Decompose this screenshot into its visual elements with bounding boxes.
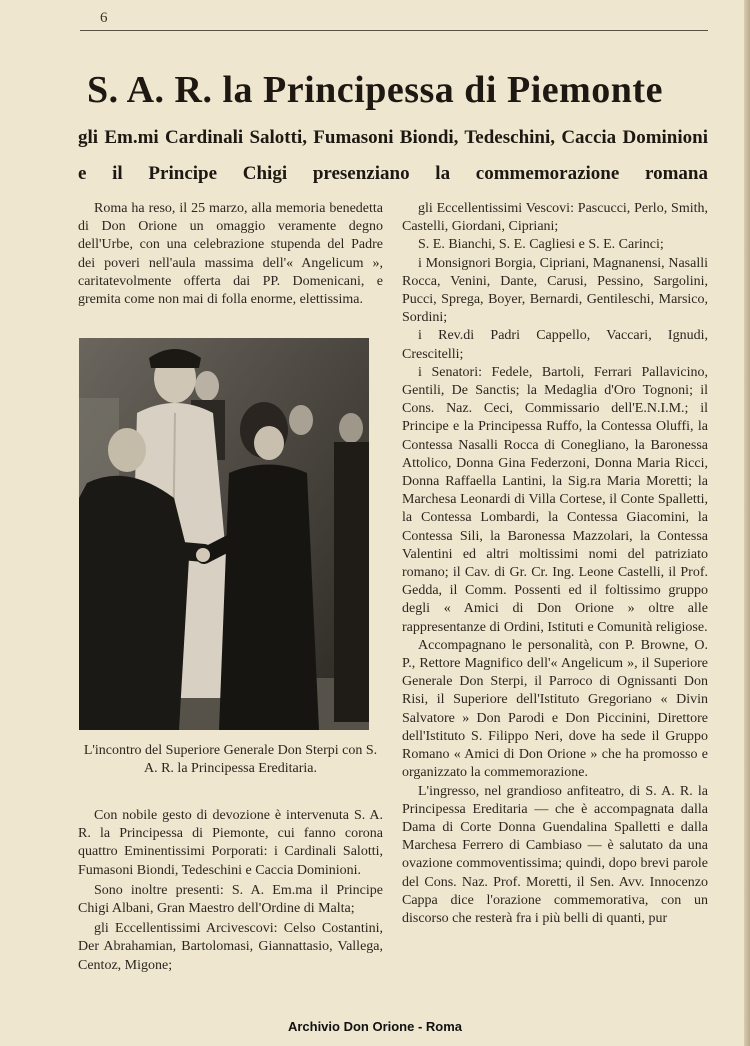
paragraph: L'ingresso, nel grandioso anfiteatro, di S. A. R. la Principessa Ereditaria — che è accompagnata dalla Dama di Corte Donna Guendalina Spalletti e dalla Marchesa Ferrero di Cambiaso — è salutato da una ovazione commoventissima; quindi, dopo brevi parole del Cons. Naz. Prof. Moretti, il Sen. Avv. Innocenzo Cappa dice l'orazione commemorativa, con un discorso che resterà fra i più belli di quanti, pur	[402, 783, 708, 926]
paragraph: Sono inoltre presenti: S. A. Em.ma il Principe Chigi Albani, Gran Maestro dell'Ordine di Malta;	[78, 882, 383, 917]
photograph	[79, 338, 369, 730]
article-subtitle: gli Em.mi Cardinali Salotti, Fumasoni Biondi, Tedeschini, Caccia Dominioni e il Principe Chigi presenziano la commemorazione romana	[78, 127, 708, 184]
paragraph: i Senatori: Fedele, Bartoli, Ferrari Pallavicino, Gentili, De Sanctis; la Medaglia d'Oro Tognoni; il Cons. Naz. Ceci, Commissario dell'E.N.I.M.; il Principe e la Principessa Ruffo, la Contessa Oluffi, la Contessa Nasalli Rocca di Conegliano, la Baronessa Attolico, Donna Gina Federzoni, Donna Maria Ricci, Donna Raffaella Lantini, la Sig.ra Maria Moretti; la Marchesa Leonardi di Villa Cortese, il Conte Spalletti, la Contessa Lombardi, la Contessa Giacomini, la Contessa Sili, la Baronessa Mazzolari, la Contessa Valentini ed altri moltissimi nomi del patriziato romano; il Cav. di Gr. Cr. Ing. Leone Castelli, il Prof. Gedda, il Comm. Possenti ed il foltissimo gruppo degli « Amici di Don Orione » oltre alle rappresentanze di Ordini, Istituti e Comunità religiose.	[402, 364, 708, 635]
left-column-bottom	[78, 807, 383, 977]
paragraph: gli Eccellentissimi Vescovi: Pascucci, Perlo, Smith, Castelli, Giordani, Cipriani;	[402, 201, 708, 235]
paragraph: Con nobile gesto di devozione è intervenuta S. A. R. la Principessa di Piemonte, cui fanno corona quattro Eminentissimi Porporati: i Cardinali Salotti, Fumasoni Biondi, Tedeschini e Caccia Dominioni.	[78, 808, 383, 878]
paragraph: i Monsignori Borgia, Cipriani, Magnanensi, Nasalli Rocca, Venini, Dante, Carusi, Pessino, Sargolini, Pucci, Sprega, Boyer, Bernardi, Gentileschi, Marsico, Sordini;	[402, 255, 708, 326]
article-title: S. A. R. la Principessa di Piemonte	[87, 69, 663, 111]
left-column-top	[78, 200, 383, 309]
photo-illustration	[79, 338, 369, 730]
paragraph: gli Eccellentissimi Arcivescovi: Celso Costantini, Der Abrahamian, Bartolomasi, Giannattasio, Vallega, Centoz, Migone;	[78, 921, 383, 973]
paragraph: i Rev.di Padri Cappello, Vaccari, Ignudi, Crescitelli;	[402, 328, 708, 362]
archive-footer: Archivio Don Orione - Roma	[287, 1019, 463, 1034]
intro-paragraph: Roma ha reso, il 25 marzo, alla memoria benedetta di Don Orione un omaggio veramente degno dell'Urbe, con una celebrazione stupenda del Padre dei poveri nell'aula massima dell'« Angelicum », caritatevolmente offerta dai PP. Domenicani, e gremita come non mai di folla enorme, elettissima.	[78, 201, 383, 308]
photo-caption: L'incontro del Superiore Generale Don Sterpi con S. A. R. la Principessa Ereditaria.	[83, 743, 378, 776]
page-number: 6	[100, 10, 108, 26]
page-edge	[744, 0, 750, 1046]
right-column	[402, 200, 708, 928]
paragraph: Accompagnano le personalità, con P. Browne, O. P., Rettore Magnifico dell'« Angelicum », il Superiore Generale Don Sterpi, il Parroco di Ognissanti Don Risi, il Superiore dell'Istituto Gregoriano « Divin Salvatore » Don Parodi e Don Piccinini, Direttore dell'Istituto S. Filippo Neri, dove ha sede il Gruppo Romano « Amici di Don Orione » che ha promosso e organizzato la commemorazione.	[402, 637, 708, 781]
paragraph: S. E. Bianchi, S. E. Cagliesi e S. E. Carinci;	[418, 237, 664, 253]
header-rule	[80, 30, 708, 31]
